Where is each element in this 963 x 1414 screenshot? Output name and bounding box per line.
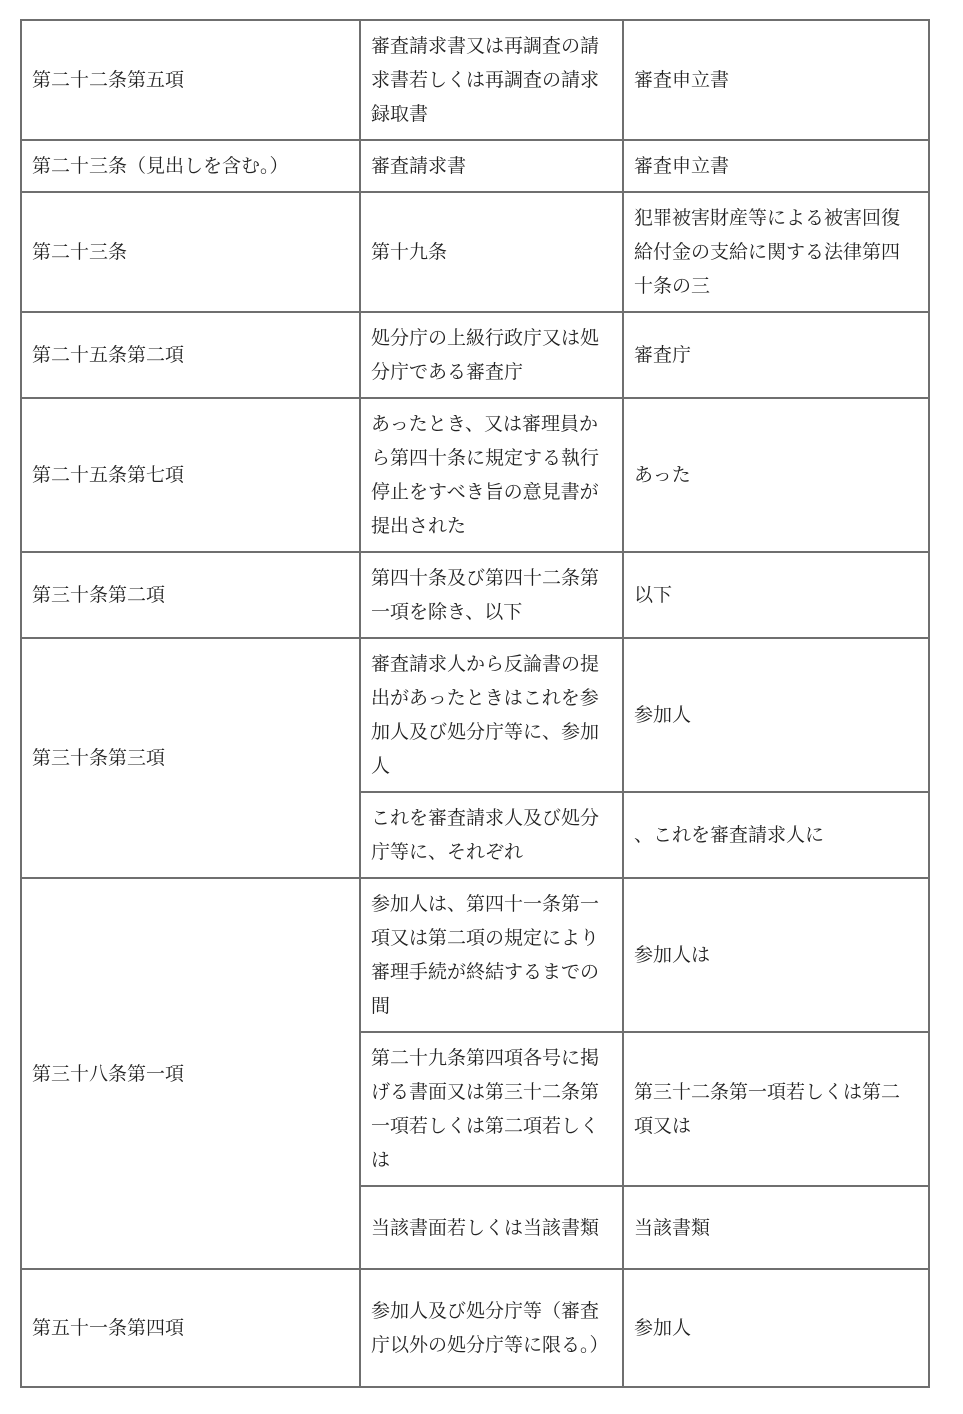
article-cell: 第三十条第二項 xyxy=(21,552,360,638)
article-cell: 第二十五条第二項 xyxy=(21,312,360,398)
replacement-text-cell: 、これを審査請求人に xyxy=(623,792,929,878)
table-row xyxy=(21,192,929,312)
article-cell: 第二十三条（見出しを含む。） xyxy=(21,140,360,192)
original-text-cell: 審査請求書 xyxy=(360,140,623,192)
document-page xyxy=(20,19,928,1388)
replacement-text-cell: 参加人 xyxy=(623,1269,929,1387)
article-cell: 第三十八条第一項 xyxy=(21,878,360,1269)
replacement-text-cell: 審査庁 xyxy=(623,312,929,398)
replacement-text-cell: 当該書類 xyxy=(623,1186,929,1269)
table-row xyxy=(21,398,929,552)
original-text-cell: これを審査請求人及び処分庁等に、それぞれ xyxy=(360,792,623,878)
original-text-cell: 第十九条 xyxy=(360,192,623,312)
table-row xyxy=(21,638,929,792)
table-row xyxy=(21,140,929,192)
original-text-cell: 当該書面若しくは当該書類 xyxy=(360,1186,623,1269)
table-row xyxy=(21,312,929,398)
original-text-cell: 参加人は、第四十一条第一項又は第二項の規定により審理手続が終結するまでの間 xyxy=(360,878,623,1032)
replacement-text-cell: 審査申立書 xyxy=(623,20,929,140)
replacement-text-cell: 第三十二条第一項若しくは第二項又は xyxy=(623,1032,929,1186)
original-text-cell: 審査請求書又は再調査の請求書若しくは再調査の請求録取書 xyxy=(360,20,623,140)
replacement-text-cell: 審査申立書 xyxy=(623,140,929,192)
original-text-cell: 第四十条及び第四十二条第一項を除き、以下 xyxy=(360,552,623,638)
article-cell: 第二十二条第五項 xyxy=(21,20,360,140)
replacement-text-cell: 以下 xyxy=(623,552,929,638)
table-row xyxy=(21,552,929,638)
replacement-table xyxy=(20,19,930,1388)
article-cell: 第二十三条 xyxy=(21,192,360,312)
original-text-cell: 処分庁の上級行政庁又は処分庁である審査庁 xyxy=(360,312,623,398)
replacement-text-cell: 参加人は xyxy=(623,878,929,1032)
replacement-text-cell: 参加人 xyxy=(623,638,929,792)
original-text-cell: 参加人及び処分庁等（審査庁以外の処分庁等に限る。） xyxy=(360,1269,623,1387)
article-cell: 第三十条第三項 xyxy=(21,638,360,878)
table-row xyxy=(21,878,929,1032)
table-row xyxy=(21,20,929,140)
article-cell: 第二十五条第七項 xyxy=(21,398,360,552)
original-text-cell: 第二十九条第四項各号に掲げる書面又は第三十二条第一項若しくは第二項若しくは xyxy=(360,1032,623,1186)
table-row xyxy=(21,1269,929,1387)
original-text-cell: 審査請求人から反論書の提出があったときはこれを参加人及び処分庁等に、参加人 xyxy=(360,638,623,792)
original-text-cell: あったとき、又は審理員から第四十条に規定する執行停止をすべき旨の意見書が提出された xyxy=(360,398,623,552)
article-cell: 第五十一条第四項 xyxy=(21,1269,360,1387)
replacement-text-cell: あった xyxy=(623,398,929,552)
replacement-text-cell: 犯罪被害財産等による被害回復給付金の支給に関する法律第四十条の三 xyxy=(623,192,929,312)
